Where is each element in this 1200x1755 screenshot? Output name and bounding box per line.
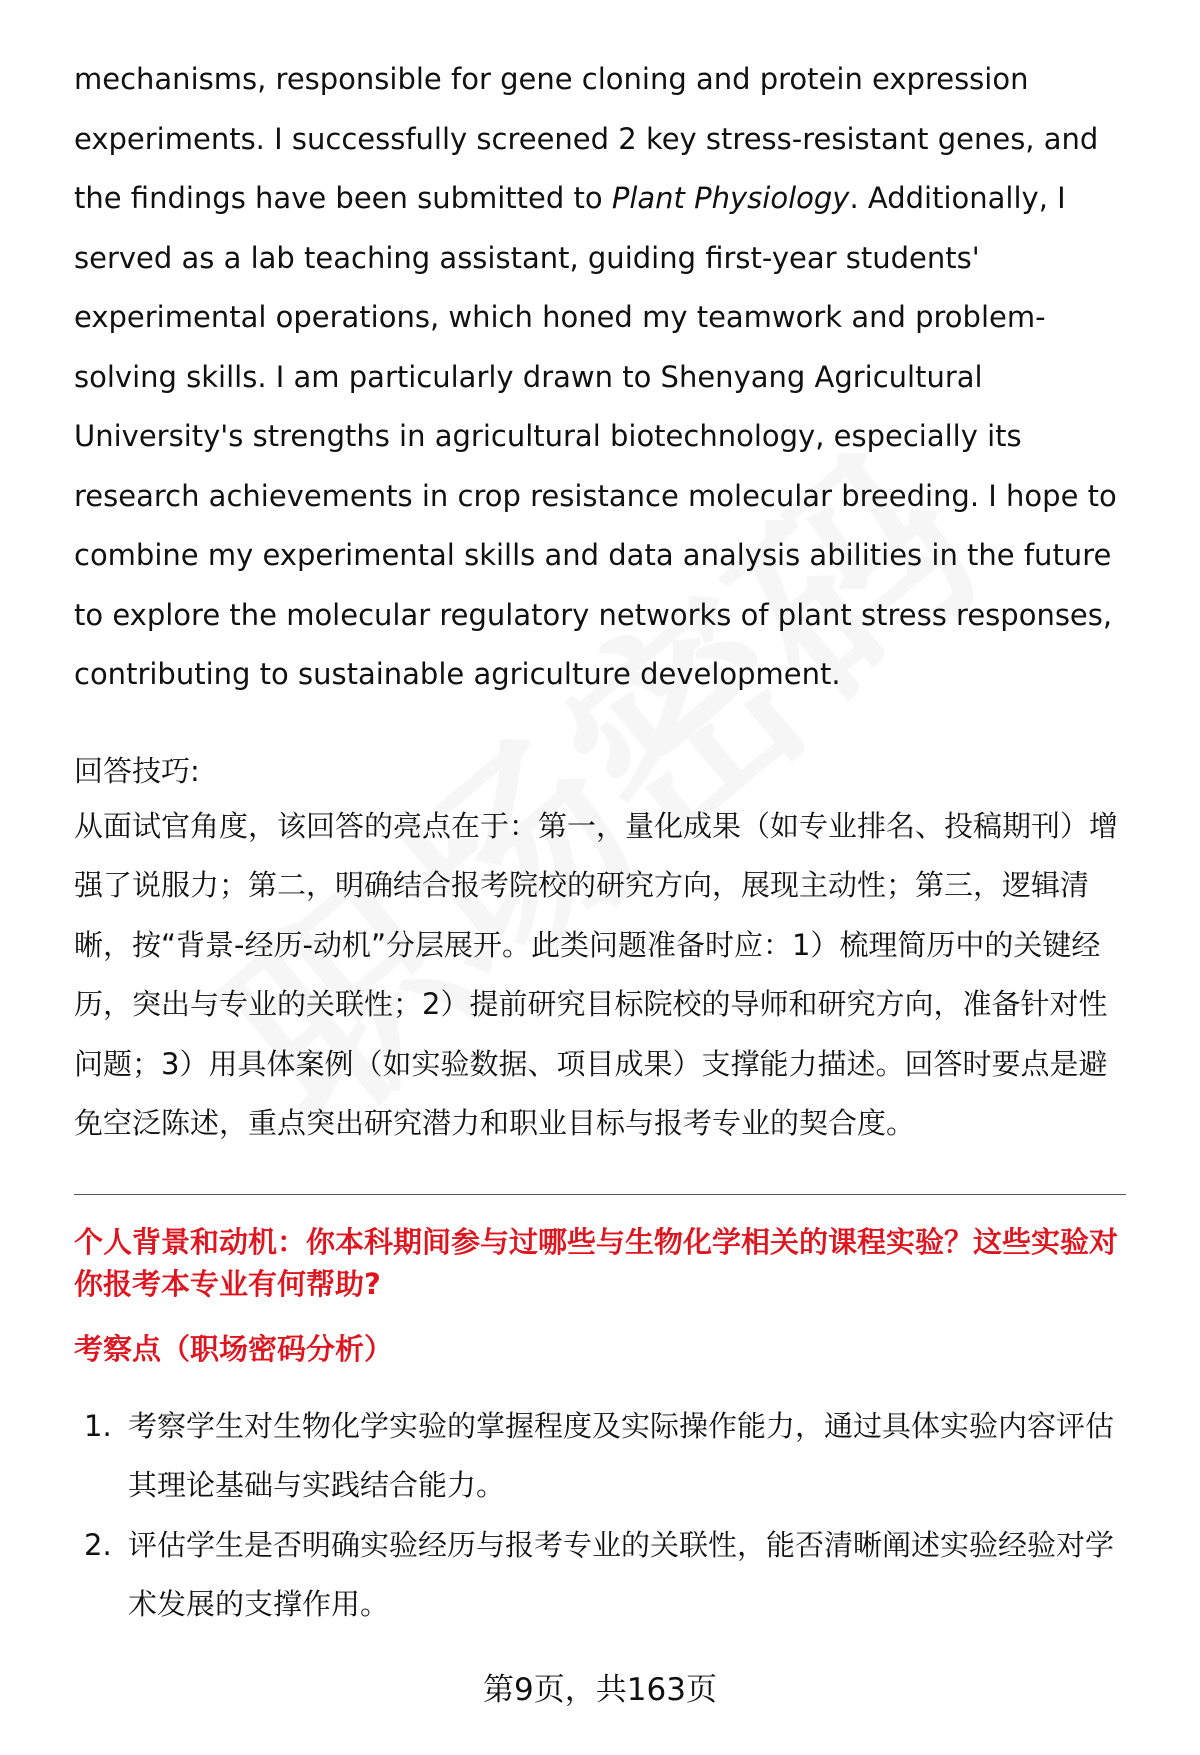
list-item <box>74 1397 1126 1516</box>
page-number: 第9页，共163页 <box>483 1672 717 1708</box>
section-divider <box>74 1194 1126 1195</box>
answer-text-part1: mechanisms, responsible for gene cloning and protein expression experiments. I successfully screened 2 key stress-resistant genes, and the findings have been submitted to <box>74 62 1099 215</box>
list-text: 考察学生对生物化学实验的掌握程度及实际操作能力，通过具体实验内容评估其理论基础与实践结合能力。 <box>128 1408 1115 1502</box>
list-number: 1. <box>84 1408 112 1443</box>
journal-name: Plant Physiology <box>611 181 850 215</box>
assessment-heading: 考察点（职场密码分析） <box>74 1331 394 1366</box>
question-heading: 个人背景和动机：你本科期间参与过哪些与生物化学相关的课程实验？这些实验对你报考本专业有何帮助? <box>74 1224 1119 1301</box>
list-number: 2. <box>84 1527 112 1562</box>
answer-paragraph <box>74 50 1126 705</box>
tips-paragraph: 从面试官角度，该回答的亮点在于：第一，量化成果（如专业排名、投稿期刊）增强了说服力；第二，明确结合报考院校的研究方向，展现主动性；第三，逻辑清晰，按“背景-经历-动机”分层展开。此类问题准备时应：1）梳理简历中的关键经历，突出与专业的关联性；2）提前研究目标院校的导师和研究方向，准备针对性问题；3）用具体案例（如实验数据、项目成果）支撑能力描述。回答时要点是避免空泛陈述，重点突出研究潜力和职业目标与报考专业的契合度。 <box>74 808 1119 1140</box>
list-text: 评估学生是否明确实验经历与报考专业的关联性，能否清晰阐述实验经验对学术发展的支撑作用。 <box>128 1527 1115 1621</box>
tips-label: 回答技巧: <box>74 753 200 788</box>
page-content <box>74 50 1126 1635</box>
list-item <box>74 1516 1126 1635</box>
assessment-points <box>74 1397 1126 1635</box>
answer-text-part2: . Additionally, I served as a lab teaching assistant, guiding first-year students' experimental operations, which honed my teamwork and problem-solving skills. I am particularly drawn to Shenyang Agricultural University's strengths in agricultural biotechnology, especially its research achievements in crop resistance molecular breeding. I hope to combine my experimental skills and data analysis abilities in the future to explore the molecular regulatory networks of plant stress responses, contributing to sustainable agriculture development. <box>74 181 1117 691</box>
